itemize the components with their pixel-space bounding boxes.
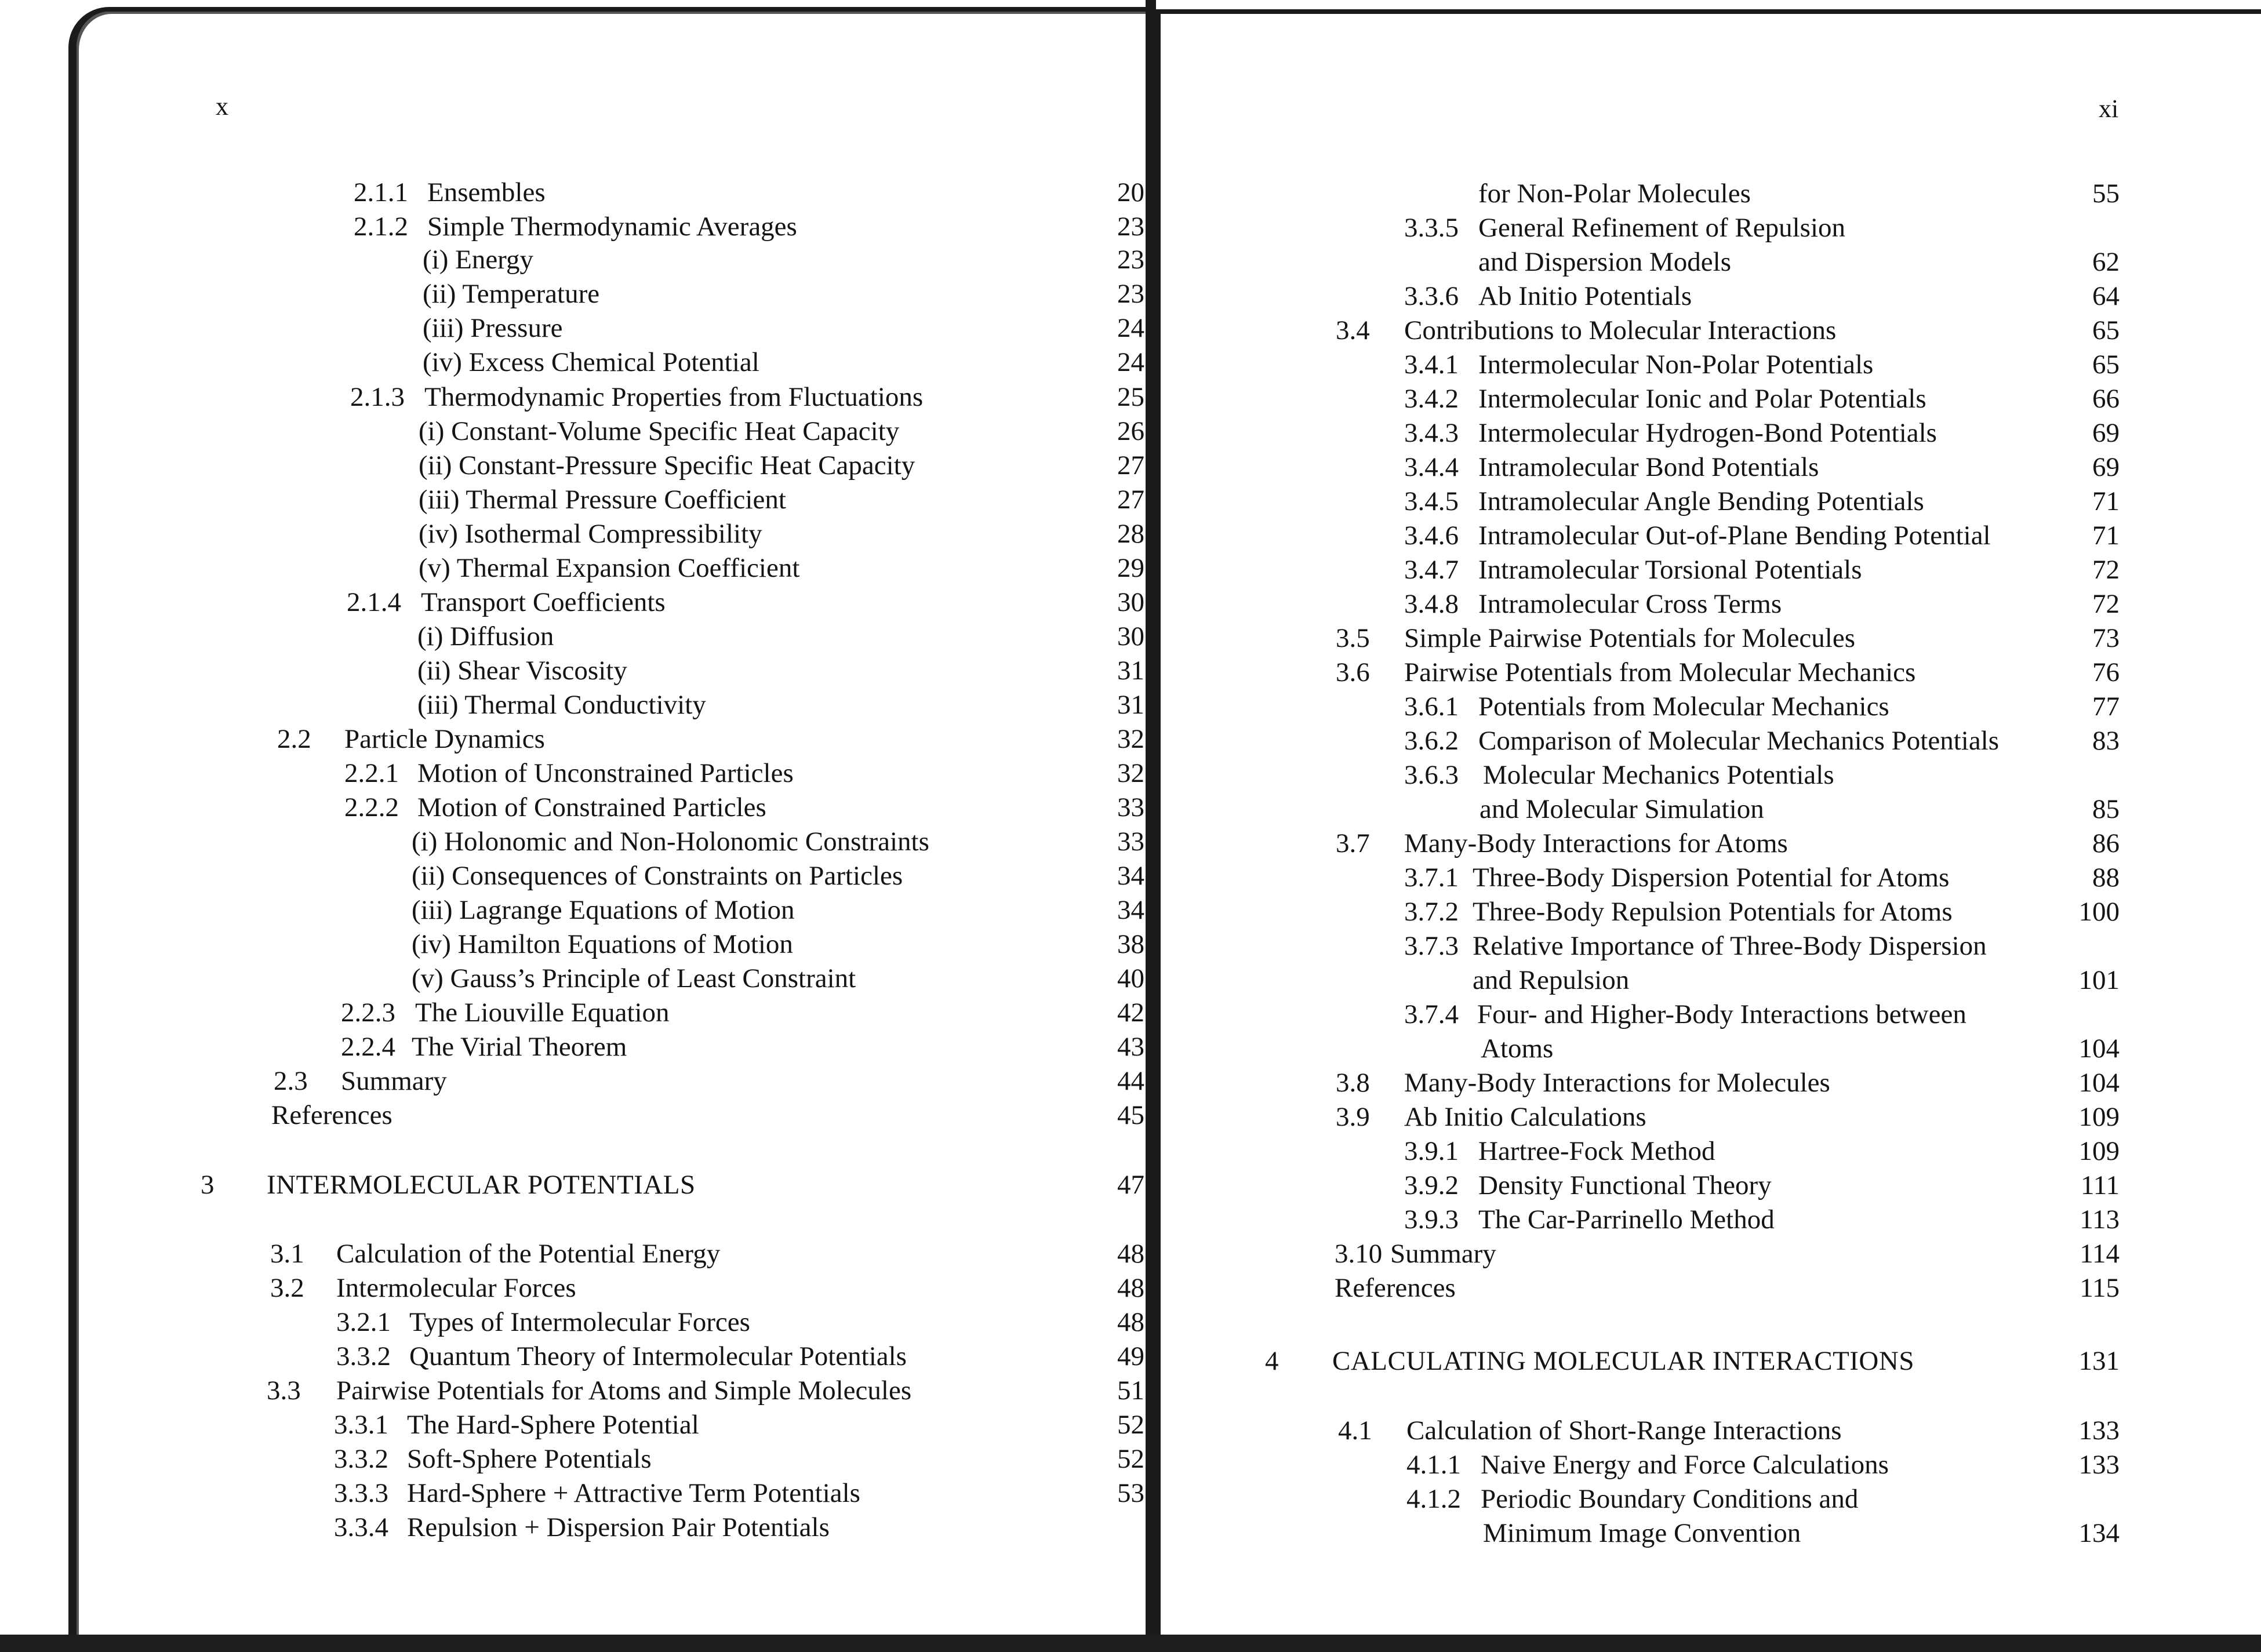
entry-page: 40 <box>1117 963 1144 994</box>
entry-title: Intermolecular Forces <box>336 1273 576 1303</box>
entry-page: 45 <box>1117 1100 1144 1130</box>
entry-page: 33 <box>1117 792 1144 823</box>
toc-entry <box>77 824 1156 859</box>
chapter-title: INTERMOLECULAR POTENTIALS <box>267 1170 696 1200</box>
entry-page: 20 <box>1117 177 1144 208</box>
entry-title: Contributions to Molecular Interactions <box>1404 315 1837 345</box>
entry-number: 3.4.5 <box>1404 486 1459 516</box>
toc-entry <box>1161 587 2261 621</box>
entry-page: 69 <box>2092 418 2120 448</box>
entry-page: 27 <box>1117 450 1144 481</box>
toc-entry <box>1161 1202 2261 1237</box>
entry-title: Relative Importance of Three-Body Dispersion <box>1473 931 1987 961</box>
entry-title: (i) Diffusion <box>417 621 554 652</box>
toc-entry <box>77 242 1156 277</box>
entry-title: Many-Body Interactions for Atoms <box>1404 828 1788 858</box>
entry-page: 29 <box>1117 553 1144 583</box>
entry-title: The Car-Parrinello Method <box>1478 1205 1775 1235</box>
entry-number: 4.1 <box>1338 1416 1372 1446</box>
entry-title: Motion of Unconstrained Particles <box>417 758 794 788</box>
entry-page: 24 <box>1117 347 1144 377</box>
toc-entry <box>1161 655 2261 690</box>
entry-page: 23 <box>1117 212 1144 242</box>
entry-page: 77 <box>2092 692 2120 722</box>
toc-entry <box>1161 792 2261 827</box>
entry-title: Many-Body Interactions for Molecules <box>1404 1068 1830 1098</box>
toc-entry <box>1161 1413 2261 1448</box>
entry-title: Intramolecular Cross Terms <box>1478 589 1782 619</box>
entry-title: Minimum Image Convention <box>1483 1518 1801 1548</box>
toc-entry <box>77 448 1156 483</box>
entry-page: 47 <box>1117 1170 1144 1200</box>
entry-number: 3.4.7 <box>1404 555 1459 585</box>
entry-number: 3.4.3 <box>1404 418 1459 448</box>
entry-number: 3.6.1 <box>1404 692 1459 722</box>
entry-number: 3.2 <box>270 1273 304 1303</box>
entry-number: 2.1.2 <box>354 212 408 242</box>
entry-number: 3.3.1 <box>334 1410 388 1440</box>
entry-page: 44 <box>1117 1066 1144 1096</box>
entry-title: Calculation of the Potential Energy <box>336 1239 721 1269</box>
entry-number: 3.9.1 <box>1404 1136 1459 1166</box>
entry-number: 2.2.2 <box>344 792 399 823</box>
entry-title: (iv) Isothermal Compressibility <box>419 519 762 549</box>
toc-entry <box>1161 723 2261 758</box>
entry-number: 3.8 <box>1336 1068 1370 1098</box>
toc-entry <box>77 995 1156 1030</box>
entry-page: 65 <box>2092 315 2120 345</box>
toc-entry <box>1161 279 2261 314</box>
entry-title: Ab Initio Calculations <box>1404 1102 1646 1132</box>
toc-entry <box>1161 1447 2261 1482</box>
entry-number: 3.7.4 <box>1404 999 1459 1029</box>
entry-page: 101 <box>2078 965 2120 995</box>
entry-page: 62 <box>2092 247 2120 277</box>
entry-title: Naive Energy and Force Calculations <box>1481 1450 1889 1480</box>
entry-title: Density Functional Theory <box>1478 1170 1772 1200</box>
entry-page: 49 <box>1117 1341 1144 1371</box>
entry-page: 52 <box>1117 1444 1144 1474</box>
entry-page: 64 <box>2092 281 2120 311</box>
toc-entry <box>77 1029 1156 1064</box>
entry-page: 55 <box>2092 179 2120 209</box>
entry-title: (i) Energy <box>423 245 533 275</box>
entry-title: Simple Thermodynamic Averages <box>427 212 797 242</box>
entry-title: Summary <box>1390 1239 1496 1269</box>
entry-page: 111 <box>2080 1170 2120 1200</box>
entry-page: 23 <box>1117 279 1144 309</box>
toc-entry <box>1161 484 2261 519</box>
entry-page: 114 <box>2080 1239 2120 1269</box>
toc-entry <box>1161 621 2261 656</box>
entry-title: Comparison of Molecular Mechanics Potentials <box>1478 726 2000 756</box>
entry-title: The Liouville Equation <box>415 998 670 1028</box>
toc-entry <box>77 858 1156 893</box>
entry-title: References <box>1335 1273 1456 1303</box>
entry-title: (v) Gauss’s Principle of Least Constraint <box>412 963 856 994</box>
toc-entry <box>77 516 1156 551</box>
entry-page: 104 <box>2078 1068 2120 1098</box>
entry-number: 2.2.3 <box>341 998 395 1028</box>
entry-number: 2.1.4 <box>347 587 401 617</box>
entry-page: 71 <box>2092 521 2120 551</box>
entry-title: Hard-Sphere + Attractive Term Potentials <box>407 1478 860 1508</box>
entry-number: 3.4.2 <box>1404 384 1459 414</box>
entry-title: (iii) Lagrange Equations of Motion <box>412 895 795 925</box>
entry-number: 3.6.3 <box>1404 760 1459 790</box>
entry-title: The Hard-Sphere Potential <box>407 1410 699 1440</box>
toc-entry <box>77 1373 1156 1408</box>
entry-number: 3.4.8 <box>1404 589 1459 619</box>
entry-title: Intramolecular Torsional Potentials <box>1478 555 1862 585</box>
toc-entry <box>77 790 1156 825</box>
entry-page: 69 <box>2092 452 2120 482</box>
entry-title: (iii) Thermal Pressure Coefficient <box>419 485 786 515</box>
entry-page: 23 <box>1117 245 1144 275</box>
entry-number: 3.7.3 <box>1404 931 1459 961</box>
entry-title: Ensembles <box>427 177 546 208</box>
entry-number: 3.9 <box>1336 1102 1370 1132</box>
entry-title: (iii) Thermal Conductivity <box>417 690 706 720</box>
toc-entry <box>1161 963 2261 998</box>
toc-entry <box>77 551 1156 585</box>
entry-number: 3.3.2 <box>336 1341 391 1371</box>
entry-number: 3.4.6 <box>1404 521 1459 551</box>
toc-entry <box>1161 826 2261 861</box>
toc-entry <box>77 380 1156 414</box>
entry-number: 3.3.4 <box>334 1512 388 1542</box>
toc-entry <box>77 276 1156 311</box>
entry-number: 3.3.5 <box>1404 213 1459 243</box>
entry-title: Motion of Constrained Particles <box>417 792 766 823</box>
entry-title: and Dispersion Models <box>1478 247 1732 277</box>
entry-title: General Refinement of Repulsion <box>1478 213 1846 243</box>
chapter-heading <box>77 1167 1156 1202</box>
entry-page: 48 <box>1117 1239 1144 1269</box>
entry-number: 3.7.1 <box>1404 863 1459 893</box>
toc-entry <box>77 1305 1156 1340</box>
chapter-title: CALCULATING MOLECULAR INTERACTIONS <box>1332 1346 1914 1376</box>
entry-number: 3.3.6 <box>1404 281 1459 311</box>
chapter-number: 4 <box>1265 1346 1279 1376</box>
toc-entry <box>1161 245 2261 279</box>
entry-page: 42 <box>1117 998 1144 1028</box>
toc-entry <box>77 1442 1156 1476</box>
entry-title: (i) Constant-Volume Specific Heat Capacity <box>419 416 900 446</box>
entry-number: 3.4.1 <box>1404 350 1459 380</box>
entry-title: Pairwise Potentials from Molecular Mechanics <box>1404 657 1916 687</box>
entry-page: 113 <box>2080 1205 2120 1235</box>
toc-entry <box>1161 1516 2261 1551</box>
entry-title: Soft-Sphere Potentials <box>407 1444 652 1474</box>
entry-number: 3.6 <box>1336 657 1370 687</box>
entry-number: 3.6.2 <box>1404 726 1459 756</box>
entry-title: (iv) Hamilton Equations of Motion <box>412 929 793 959</box>
entry-number: 2.1.3 <box>350 382 405 412</box>
entry-title: Intermolecular Ionic and Polar Potentials <box>1478 384 1926 414</box>
entry-title: Three-Body Dispersion Potential for Atoms <box>1473 863 1950 893</box>
entry-page: 104 <box>2078 1034 2120 1064</box>
toc-entry <box>77 1271 1156 1305</box>
entry-page: 31 <box>1117 690 1144 720</box>
entry-page: 27 <box>1117 485 1144 515</box>
right-folio: xi <box>2099 94 2119 123</box>
toc-entry <box>77 1098 1156 1133</box>
entry-title: Four- and Higher-Body Interactions between <box>1477 999 1966 1029</box>
entry-page: 43 <box>1117 1032 1144 1062</box>
entry-page: 100 <box>2078 897 2120 927</box>
entry-page: 32 <box>1117 724 1144 754</box>
entry-page: 38 <box>1117 929 1144 959</box>
toc-entry <box>77 1476 1156 1511</box>
entry-page: 133 <box>2078 1450 2120 1480</box>
entry-number: 2.1.1 <box>354 177 408 208</box>
entry-page: 115 <box>2080 1273 2120 1303</box>
entry-page: 65 <box>2092 350 2120 380</box>
entry-page: 72 <box>2092 555 2120 585</box>
entry-page: 88 <box>2092 863 2120 893</box>
toc-entry <box>77 311 1156 345</box>
toc-entry <box>1161 894 2261 929</box>
entry-page: 33 <box>1117 827 1144 857</box>
entry-number: 3.9.3 <box>1404 1205 1459 1235</box>
entry-number: 2.2.1 <box>344 758 399 788</box>
toc-entry <box>1161 552 2261 587</box>
entry-number: 2.2.4 <box>341 1032 395 1062</box>
entry-title: References <box>271 1100 392 1130</box>
toc-entry <box>77 1236 1156 1271</box>
entry-number: 3.3 <box>267 1376 301 1406</box>
entry-title: (ii) Consequences of Constraints on Particles <box>412 861 903 891</box>
toc-entry <box>77 1510 1156 1545</box>
entry-title: Potentials from Molecular Mechanics <box>1478 692 1889 722</box>
toc-entry <box>1161 313 2261 348</box>
toc-entry <box>1161 1065 2261 1100</box>
entry-page: 133 <box>2078 1416 2120 1446</box>
entry-page: 71 <box>2092 486 2120 516</box>
entry-number: 3.7 <box>1336 828 1370 858</box>
entry-title: Calculation of Short-Range Interactions <box>1406 1416 1842 1446</box>
toc-entry <box>77 893 1156 927</box>
entry-title: Intramolecular Bond Potentials <box>1478 452 1819 482</box>
toc-entry <box>1161 450 2261 485</box>
entry-number: 3.1 <box>270 1239 304 1269</box>
toc-entry <box>77 414 1156 449</box>
entry-number: 3.5 <box>1336 623 1370 653</box>
chapter-heading <box>1161 1344 2261 1378</box>
entry-number: 3.2.1 <box>336 1307 391 1337</box>
toc-entry <box>77 209 1156 244</box>
toc-entry <box>1161 929 2261 963</box>
toc-entry <box>1161 1168 2261 1203</box>
entry-title: Molecular Mechanics Potentials <box>1483 760 1834 790</box>
entry-title: Types of Intermolecular Forces <box>409 1307 750 1337</box>
toc-entry <box>1161 860 2261 895</box>
entry-title: (i) Holonomic and Non-Holonomic Constraints <box>412 827 929 857</box>
entry-page: 72 <box>2092 589 2120 619</box>
entry-page: 66 <box>2092 384 2120 414</box>
toc-entry <box>1161 1236 2261 1271</box>
entry-title: Intermolecular Non-Polar Potentials <box>1478 350 1874 380</box>
toc-entry <box>77 961 1156 996</box>
toc-entry <box>1161 416 2261 450</box>
entry-title: Simple Pairwise Potentials for Molecules <box>1404 623 1856 653</box>
entry-number: 3.3.3 <box>334 1478 388 1508</box>
toc-entry <box>77 175 1156 210</box>
entry-page: 53 <box>1117 1478 1144 1508</box>
entry-title: (ii) Temperature <box>423 279 600 309</box>
entry-number: 4.1.2 <box>1406 1484 1461 1514</box>
entry-title: Particle Dynamics <box>344 724 545 754</box>
toc-entry <box>1161 210 2261 245</box>
toc-entry <box>1161 518 2261 553</box>
entry-title: (iv) Excess Chemical Potential <box>423 347 759 377</box>
left-folio: x <box>216 92 228 121</box>
entry-title: and Repulsion <box>1473 965 1630 995</box>
entry-page: 48 <box>1117 1273 1144 1303</box>
entry-page: 28 <box>1117 519 1144 549</box>
entry-page: 51 <box>1117 1376 1144 1406</box>
entry-number: 2.2 <box>277 724 311 754</box>
entry-title: Hartree-Fock Method <box>1478 1136 1715 1166</box>
entry-title: (v) Thermal Expansion Coefficient <box>419 553 800 583</box>
toc-entry <box>77 619 1156 654</box>
toc-entry <box>77 345 1156 380</box>
toc-entry <box>1161 758 2261 792</box>
entry-title: (ii) Shear Viscosity <box>417 656 627 686</box>
entry-number: 4.1.1 <box>1406 1450 1461 1480</box>
entry-number: 3.4.4 <box>1404 452 1459 482</box>
entry-page: 34 <box>1117 895 1144 925</box>
toc-entry <box>1161 1031 2261 1066</box>
toc-entry <box>77 653 1156 688</box>
entry-page: 30 <box>1117 587 1144 617</box>
entry-title: Thermodynamic Properties from Fluctuations <box>424 382 924 412</box>
entry-page: 73 <box>2092 623 2120 653</box>
entry-page: 83 <box>2092 726 2120 756</box>
toc-entry <box>77 687 1156 722</box>
entry-title: The Virial Theorem <box>412 1032 627 1062</box>
entry-title: (iii) Pressure <box>423 313 563 343</box>
entry-page: 76 <box>2092 657 2120 687</box>
scan-bottom-edge <box>0 1635 2261 1652</box>
toc-entry <box>77 756 1156 791</box>
chapter-number: 3 <box>201 1170 215 1200</box>
entry-page: 52 <box>1117 1410 1144 1440</box>
entry-number: 3.7.2 <box>1404 897 1459 927</box>
entry-number: 3.9.2 <box>1404 1170 1459 1200</box>
entry-title: Pairwise Potentials for Atoms and Simple Molecules <box>336 1376 912 1406</box>
toc-entry <box>1161 176 2261 211</box>
toc-entry <box>1161 1134 2261 1169</box>
entry-title: (ii) Constant-Pressure Specific Heat Capacity <box>419 450 915 481</box>
entry-title: Intramolecular Out-of-Plane Bending Potential <box>1478 521 1991 551</box>
entry-page: 109 <box>2078 1136 2120 1166</box>
toc-entry <box>1161 381 2261 416</box>
entry-page: 34 <box>1117 861 1144 891</box>
toc-entry <box>77 1339 1156 1374</box>
entry-number: 3.10 <box>1335 1239 1383 1269</box>
entry-number: 3.4 <box>1336 315 1370 345</box>
entry-title: Transport Coefficients <box>421 587 666 617</box>
toc-entry <box>77 482 1156 517</box>
entry-page: 131 <box>2078 1346 2120 1376</box>
entry-page: 86 <box>2092 828 2120 858</box>
toc-entry <box>77 1064 1156 1098</box>
entry-title: Repulsion + Dispersion Pair Potentials <box>407 1512 830 1542</box>
left-page <box>68 7 1156 1642</box>
toc-entry <box>77 927 1156 962</box>
entry-page: 85 <box>2092 794 2120 824</box>
entry-title: Periodic Boundary Conditions and <box>1481 1484 1859 1514</box>
toc-entry <box>77 722 1156 756</box>
entry-page: 30 <box>1117 621 1144 652</box>
entry-page: 24 <box>1117 313 1144 343</box>
entry-page: 109 <box>2078 1102 2120 1132</box>
entry-page: 31 <box>1117 656 1144 686</box>
toc-entry <box>1161 997 2261 1032</box>
entry-title: Intermolecular Hydrogen-Bond Potentials <box>1478 418 1937 448</box>
entry-title: Three-Body Repulsion Potentials for Atoms <box>1473 897 1953 927</box>
toc-entry <box>1161 1100 2261 1134</box>
toc-entry <box>77 585 1156 620</box>
right-page <box>1154 9 2261 1642</box>
entry-title: for Non-Polar Molecules <box>1478 179 1751 209</box>
entry-page: 32 <box>1117 758 1144 788</box>
toc-entry <box>1161 347 2261 382</box>
entry-title: and Molecular Simulation <box>1480 794 1764 824</box>
entry-page: 26 <box>1117 416 1144 446</box>
toc-entry <box>1161 1271 2261 1305</box>
toc-entry <box>1161 1482 2261 1516</box>
entry-page: 134 <box>2078 1518 2120 1548</box>
toc-entry <box>77 1407 1156 1442</box>
toc-entry <box>1161 689 2261 724</box>
entry-page: 25 <box>1117 382 1144 412</box>
entry-number: 3.3.2 <box>334 1444 388 1474</box>
entry-page: 48 <box>1117 1307 1144 1337</box>
entry-title: Summary <box>341 1066 447 1096</box>
entry-title: Quantum Theory of Intermolecular Potentials <box>409 1341 907 1371</box>
entry-number: 2.3 <box>274 1066 308 1096</box>
entry-title: Intramolecular Angle Bending Potentials <box>1478 486 1924 516</box>
entry-title: Atoms <box>1481 1034 1554 1064</box>
entry-title: Ab Initio Potentials <box>1478 281 1692 311</box>
